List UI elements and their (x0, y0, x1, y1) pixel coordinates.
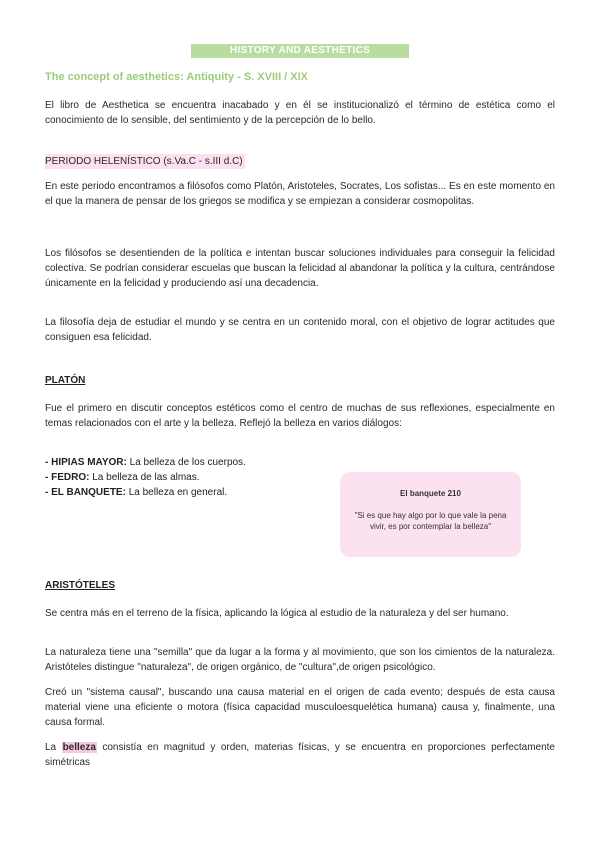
title-banner: HISTORY AND AESTHETICS (191, 44, 409, 58)
platon-paragraph: Fue el primero en discutir conceptos estéticos como el centro de muchas de sus reflexiones, especialmente en temas relacionados con el arte y la belleza. Reflejó la belleza en varios diálogos: (45, 403, 555, 429)
subtitle: The concept of aesthetics: Antiquity - S. XVIII / XIX (45, 71, 309, 83)
aristoteles-paragraph-1: Se centra más en el terreno de la física, aplicando la lógica al estudio de la naturaleza y del ser humano. (45, 608, 509, 619)
periodo-heading: PERIODO HELENÍSTICO (s.Va.C - s.III d.C) (45, 156, 243, 167)
list-item: - HIPIAS MAYOR: La belleza de los cuerpos. (45, 457, 246, 468)
aristoteles-paragraph-2: La naturaleza tiene una "semilla" que da lugar a la forma y al movimiento, que son los cimientos de la naturaleza. Aristóteles distingue "naturaleza", de origen orgánico, de "cultura",de origen psicológico. (45, 647, 555, 673)
callout-quote: "Si es que hay algo por lo que vale la pena vivir, es por contemplar la belleza" (354, 511, 507, 531)
callout-title: El banquete 210 (400, 489, 461, 498)
periodo-paragraph-2: Los filósofos se desentienden de la política e intentan buscar soluciones individuales para conseguir la felicidad colectiva. Se podrían considerar escuelas que buscan la felicidad al abandonar la política y la cultura, centrándose únicamente en la felicidad y produciendo así una decadencia. (45, 248, 555, 289)
list-item: - EL BANQUETE: La belleza en general. (45, 487, 228, 498)
highlight-belleza: belleza (62, 742, 96, 753)
periodo-paragraph-1: En este periodo encontramos a filósofos como Platón, Aristoteles, Socrates, Los sofistas... Es en este momento en el que la manera de pensar de los griegos se modifica y se empiezan a considerar cosmopolitas. (45, 181, 555, 207)
quote-callout (340, 472, 521, 557)
aristoteles-paragraph-4: La belleza consistía en magnitud y orden, materias físicas, y se encuentra en proporciones perfectamente simétricas (45, 742, 555, 768)
aristoteles-heading: ARISTÓTELES (45, 580, 116, 591)
aristoteles-paragraph-3: Creó un "sistema causal", buscando una causa material en el origen de cada evento; después de esta causa material viene una eficiente o motora (física capacidad musculoesquelética humana) causa y, finalmente, una causa formal. (45, 687, 555, 728)
dialogues-list (45, 455, 246, 500)
list-item: - FEDRO: La belleza de las almas. (45, 472, 200, 483)
periodo-paragraph-3: La filosofía deja de estudiar el mundo y se centra en un contenido moral, con el objetivo de lograr actitudes que consiguen esa felicidad. (45, 317, 555, 343)
platon-heading: PLATÓN (45, 375, 86, 386)
intro-paragraph: El libro de Aesthetica se encuentra inacabado y en él se institucionalizó el término de estética como el conocimiento de lo sensible, del sentimiento y de la percepción de lo bello. (45, 100, 555, 126)
